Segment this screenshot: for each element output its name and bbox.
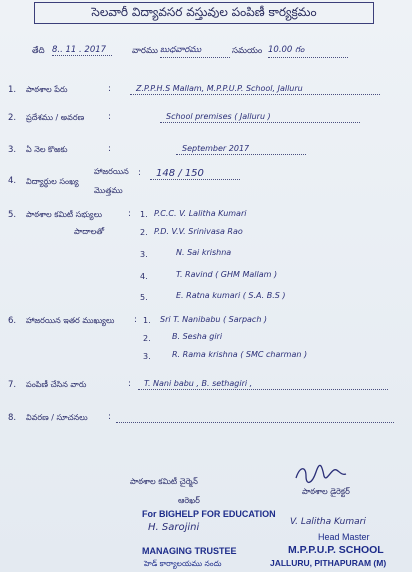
committee-member-number: 4. <box>140 272 148 281</box>
others-member-number: 3. <box>143 352 151 361</box>
distributed-by-label: పంపిణీ చేసిన వారు <box>26 380 87 389</box>
page-title: సెలవారీ విద్యావసర వస్తువుల పంపిణీ కార్యక్రమం <box>34 2 374 24</box>
row-3-value: September 2017 <box>176 143 306 155</box>
row-2-label: ప్రదేశము / అవరణ <box>26 113 85 122</box>
committee-member-number: 5. <box>140 293 148 302</box>
date-value: 8.. 11 . 2017 <box>52 45 112 56</box>
school-place: JALLURU, PITHAPURAM (M) <box>270 558 387 568</box>
row-1-colon: : <box>108 84 111 94</box>
committee-member-number: 3. <box>140 250 148 259</box>
day-label: వారము <box>132 46 158 56</box>
row-1-label: పాఠశాల పేరు <box>26 85 68 94</box>
row-2-value: School premises ( Jalluru ) <box>160 111 360 123</box>
org-role: MANAGING TRUSTEE <box>142 546 237 556</box>
row-4-number: 4. <box>8 176 17 186</box>
row-5-number: 5. <box>8 210 17 220</box>
hm-title: Head Master <box>318 532 370 542</box>
others-member-name: R. Rama krishna ( SMC charman ) <box>172 350 308 359</box>
others-colon: : <box>134 315 137 325</box>
committee-member-number: 1. <box>140 210 148 219</box>
director-label: పాఠశాల డైరెక్టర్ <box>302 487 350 496</box>
row-3-label: ఏ నెల కొఱకు <box>26 145 68 154</box>
committee-member-name: T. Ravind ( GHM Mallam ) <box>176 270 278 279</box>
row-1-value: Z.P.P.H.S Mallam, M.P.P.U.P. School, Jalluru <box>130 83 380 95</box>
row-3-colon: : <box>108 144 111 154</box>
committee-member-number: 2. <box>140 228 148 237</box>
remarks-label: వివరణ / సూచనలు <box>26 413 88 422</box>
day-value: బుధవారము <box>160 45 230 58</box>
row-2-number: 2. <box>8 113 17 123</box>
committee-member-name: P.C.C. V. Lalitha Kumari <box>154 209 247 218</box>
row-4-label-present: హాజరయిన <box>94 167 129 176</box>
committee-sub-label: పాదాలతో <box>74 227 105 236</box>
director-signature-icon <box>292 462 352 488</box>
committee-member-name: P.D. V.V. Srinivasa Rao <box>154 227 243 236</box>
committee-member-name: N. Sai krishna <box>176 248 232 257</box>
row-2-colon: : <box>108 112 111 122</box>
others-label: హాజరయిన ఇతర ముఖ్యులు <box>26 316 115 325</box>
distributed-by-value: T. Nani babu , B. sethagiri , <box>138 378 388 390</box>
org-sign: H. Sarojini <box>148 522 200 533</box>
school-name: M.P.P.U.P. SCHOOL <box>288 544 384 556</box>
chairman-label: పాఠశాల కమిటీ చైర్మెన్ <box>130 477 198 486</box>
committee-member-name: E. Ratna kumari ( S.A. B.S ) <box>176 291 286 300</box>
row-4-value: 148 / 150 <box>150 168 240 180</box>
others-member-number: 2. <box>143 334 151 343</box>
org-sub: హెడ్ కార్యాలయము నందు <box>144 559 222 568</box>
time-value: 10.00 గం <box>268 45 348 58</box>
row-4-label-total: మొత్తము <box>94 186 123 195</box>
distributed-by-colon: : <box>128 379 131 389</box>
org-stamp: For BIGHELP FOR EDUCATION <box>142 509 276 519</box>
remarks-colon: : <box>108 412 111 422</box>
others-member-name: Sri T. Nanibabu ( Sarpach ) <box>160 315 268 324</box>
row-4-colon: : <box>138 168 141 178</box>
row-3-number: 3. <box>8 145 17 155</box>
row-1-number: 1. <box>8 85 17 95</box>
remarks-value <box>116 411 394 423</box>
row-4-label: విద్యార్థుల సంఖ్య <box>26 177 79 186</box>
hm-signature-name: V. Lalitha Kumari <box>290 517 366 527</box>
row-7-number: 7. <box>8 380 17 390</box>
row-8-number: 8. <box>8 413 17 423</box>
others-member-number: 1. <box>143 316 151 325</box>
certify-label: ఆరెఖర్ <box>178 496 200 505</box>
time-label: సమయం <box>232 46 263 56</box>
row-6-number: 6. <box>8 316 17 326</box>
committee-label: పాఠశాల కమిటీ సభ్యులు <box>26 210 103 219</box>
committee-colon: : <box>128 209 131 219</box>
date-label: తేది <box>32 46 45 56</box>
others-member-name: B. Sesha giri <box>172 332 223 341</box>
